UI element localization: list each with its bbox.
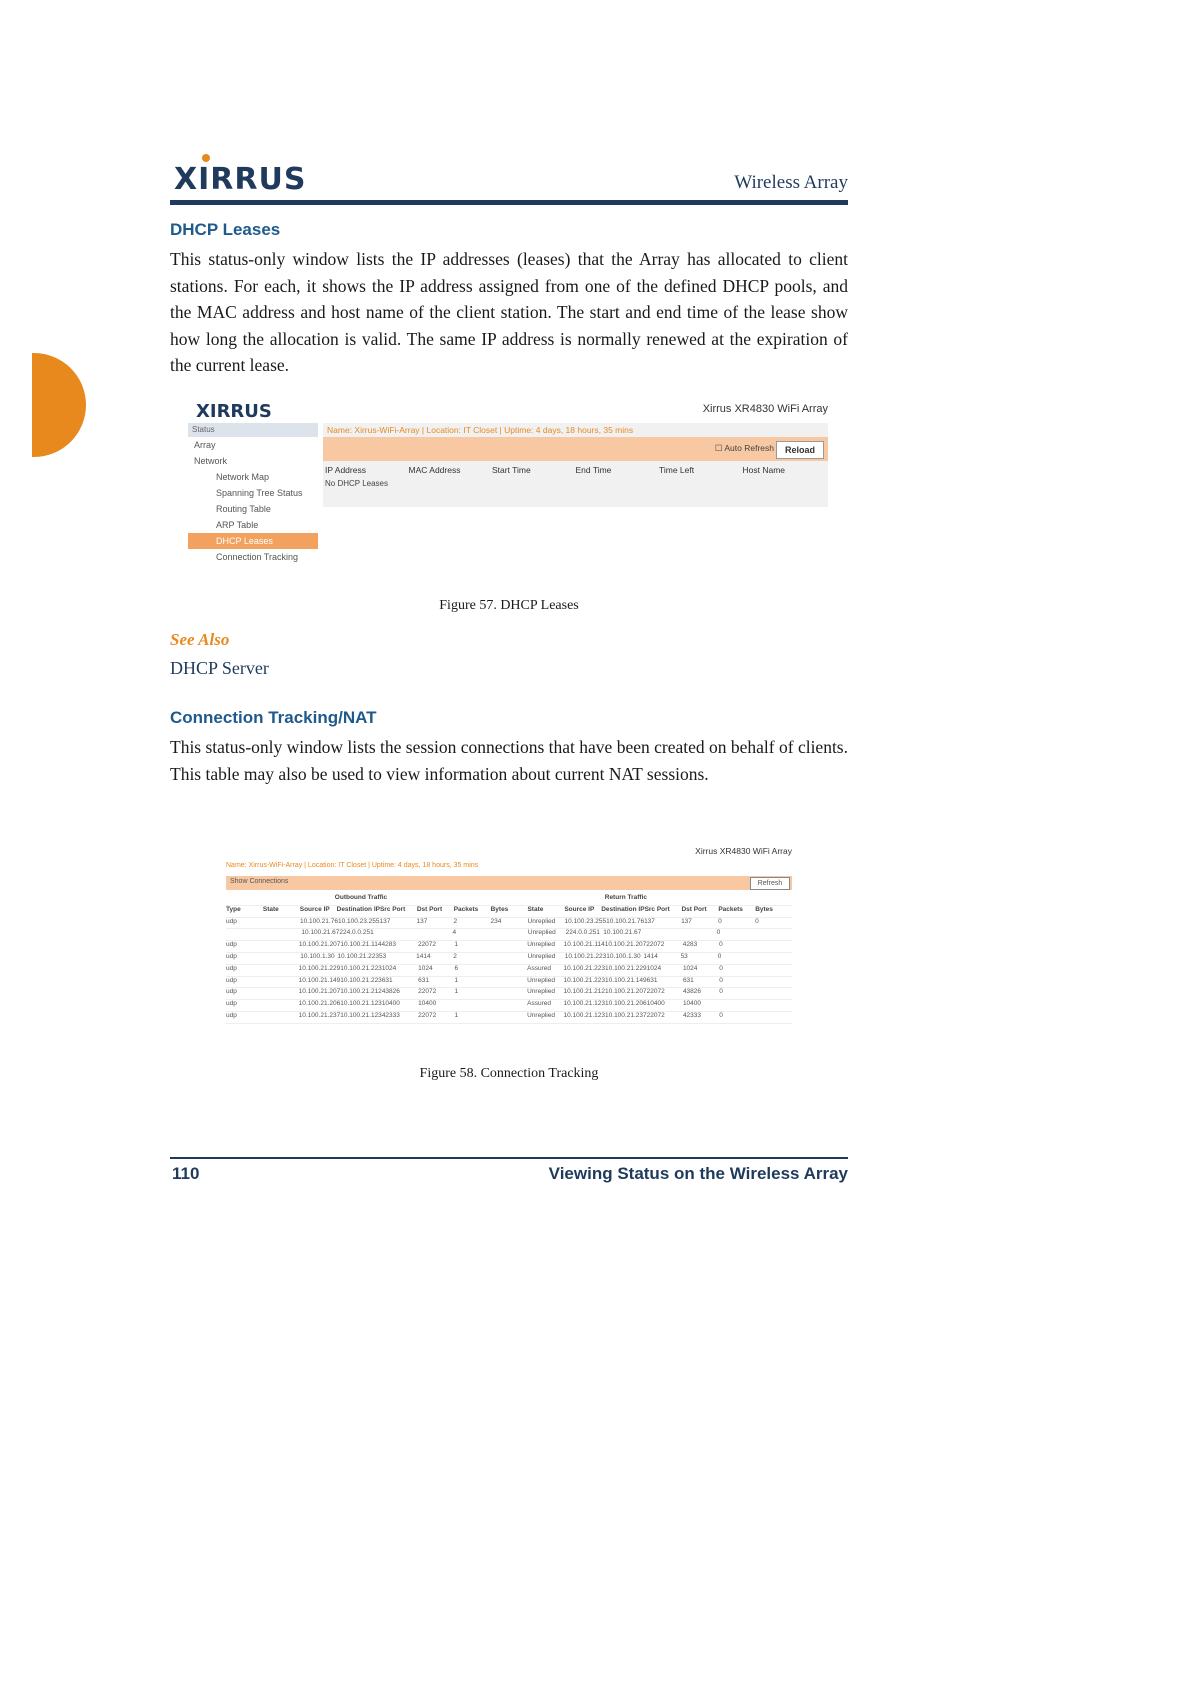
table-cell: Unreplied xyxy=(527,917,556,925)
column-header[interactable]: State xyxy=(527,905,544,913)
column-header[interactable]: Packets xyxy=(718,905,743,913)
column-header[interactable]: Packets xyxy=(453,905,479,913)
column-header[interactable]: Destination IP xyxy=(601,905,645,913)
figure-57-caption: Figure 57. DHCP Leases xyxy=(439,598,579,613)
figure58-array-title: Xirrus XR4830 WiFi Array xyxy=(695,846,792,856)
table-cell: 1 xyxy=(454,976,459,984)
col-time-left[interactable]: Time Left xyxy=(659,465,695,475)
col-ip-address[interactable]: IP Address xyxy=(325,465,366,475)
table-cell: 53 xyxy=(379,952,387,960)
table-cell: 43826 xyxy=(381,988,400,996)
table-cell: udp xyxy=(226,941,237,949)
table-cell: Unreplied xyxy=(527,1011,555,1019)
table-cell: 224.0.0.251 xyxy=(565,929,600,937)
table-cell: 10.100.21.223 xyxy=(563,964,606,972)
table-cell: udp xyxy=(226,976,237,984)
footer-title: Viewing Status on the Wireless Array xyxy=(548,1164,848,1183)
table-cell: 10.100.21.67 xyxy=(301,929,340,937)
table-cell: 0 xyxy=(719,988,723,996)
table-cell: 10.100.21.223 xyxy=(340,976,382,984)
table-cell: udp xyxy=(226,988,237,996)
chapter-tab-marker xyxy=(32,353,86,457)
table-row xyxy=(226,918,792,930)
table-cell: 0 xyxy=(718,917,722,925)
table-cell: Assured xyxy=(527,964,551,972)
table-cell xyxy=(262,988,298,999)
table-cell xyxy=(756,988,792,999)
table-cell: 137 xyxy=(681,917,692,925)
table-cell: 1024 xyxy=(381,964,397,972)
table-cell xyxy=(756,941,792,952)
table-row xyxy=(226,988,792,1000)
table-cell: 1414 xyxy=(643,952,658,960)
col-host-name[interactable]: Host Name xyxy=(742,465,786,475)
column-header[interactable]: Dst Port xyxy=(416,905,443,913)
table-cell xyxy=(262,1000,298,1011)
connection-table xyxy=(226,894,792,1024)
table-cell xyxy=(454,1000,490,1011)
table-cell: 4283 xyxy=(381,941,396,949)
table-cell: Unreplied xyxy=(527,929,556,937)
sidebar-item-routing-table[interactable]: Routing Table xyxy=(216,504,271,514)
table-cell xyxy=(415,929,453,940)
table-cell xyxy=(491,988,527,999)
xirrus-logo: XIRRUS xyxy=(174,162,307,197)
table-cell: 1024 xyxy=(646,964,662,972)
refresh-button[interactable]: Refresh xyxy=(750,877,790,890)
column-header[interactable]: State xyxy=(262,905,279,913)
table-cell: Unreplied xyxy=(527,941,556,949)
return-traffic-group: Return Traffic xyxy=(604,894,648,901)
table-cell xyxy=(491,941,527,952)
group-header-row xyxy=(226,894,792,906)
table-cell xyxy=(756,1000,792,1011)
table-cell: 6 xyxy=(454,964,459,972)
footer-rule xyxy=(170,1157,848,1159)
table-cell: 10.100.21.114 xyxy=(563,941,605,949)
table-cell: 53 xyxy=(680,952,688,960)
column-header[interactable]: Bytes xyxy=(755,905,773,913)
table-cell: 2 xyxy=(453,952,457,960)
table-cell xyxy=(754,929,792,940)
table-cell: 10.100.21.223 xyxy=(340,964,382,972)
table-cell: 137 xyxy=(379,917,391,925)
figure-connection-tracking xyxy=(226,846,792,1046)
table-cell: 10.100.21.67 xyxy=(603,929,642,937)
table-cell: Assured xyxy=(527,1000,551,1008)
table-cell: 10.100.21.207 xyxy=(298,941,341,949)
table-cell: 10.100.21.229 xyxy=(298,964,341,972)
header-rule xyxy=(170,200,848,205)
table-cell: 10400 xyxy=(381,1000,400,1008)
table-cell: 0 xyxy=(719,976,723,984)
table-header-row xyxy=(226,906,792,918)
table-cell: udp xyxy=(226,1011,237,1019)
column-header[interactable]: Src Port xyxy=(644,905,670,913)
page-number: 110 xyxy=(172,1164,200,1183)
table-row xyxy=(226,965,792,977)
table-cell: 10.100.21.223 xyxy=(563,976,606,984)
sidebar-head: Status xyxy=(188,423,318,437)
section-heading-dhcp-leases: DHCP Leases xyxy=(170,220,281,239)
table-cell xyxy=(226,929,264,940)
table-cell: 10.100.21.123 xyxy=(340,1000,382,1008)
table-cell: 0 xyxy=(755,917,759,925)
table-cell: 0 xyxy=(719,1011,723,1019)
table-cell xyxy=(263,953,300,964)
sidebar-item-network-map[interactable]: Network Map xyxy=(216,472,270,482)
table-cell: 631 xyxy=(381,976,393,984)
figure-dhcp-leases xyxy=(188,393,828,585)
figure-58-caption: Figure 58. Connection Tracking xyxy=(419,1066,599,1081)
table-cell: Unreplied xyxy=(527,952,556,960)
figure58-info-bar: Name: Xirrus-WiFi-Array | Location: IT Closet | Uptime: 4 days, 18 hours, 35 mins xyxy=(226,862,479,869)
sidebar-item-array[interactable]: Array xyxy=(194,440,216,450)
table-cell: 137 xyxy=(416,917,428,925)
table-cell: 10400 xyxy=(682,1000,702,1008)
table-cell: 2 xyxy=(453,917,458,925)
table-cell: 10.100.21.123 xyxy=(563,1011,606,1019)
table-cell xyxy=(719,1000,755,1011)
sidebar-item-network[interactable]: Network xyxy=(194,456,228,466)
table-cell: Unreplied xyxy=(527,988,555,996)
table-cell: 10.100.23.255 xyxy=(564,917,607,925)
leases-panel xyxy=(323,423,828,507)
table-cell xyxy=(491,1000,527,1011)
table-cell: 10.100.21.212 xyxy=(340,988,382,996)
column-header[interactable]: Type xyxy=(226,905,241,913)
table-cell xyxy=(262,965,298,976)
logo-dot xyxy=(202,154,210,162)
table-cell: 10.100.21.76 xyxy=(300,917,338,925)
col-mac-address[interactable]: MAC Address xyxy=(408,465,461,475)
table-cell: 1414 xyxy=(416,952,431,960)
table-cell xyxy=(377,929,415,940)
table-cell: 42333 xyxy=(381,1011,400,1019)
table-cell xyxy=(755,953,792,964)
sidebar-item-dhcp-leases[interactable]: DHCP Leases xyxy=(188,533,318,549)
show-connections-label[interactable]: Show Connections xyxy=(230,878,289,885)
table-cell xyxy=(756,965,792,976)
table-cell: 10.100.21.149 xyxy=(298,976,341,984)
section-heading-connection-tracking: Connection Tracking/NAT xyxy=(170,708,377,727)
reload-button[interactable]: Reload xyxy=(776,441,824,459)
table-cell: 4283 xyxy=(682,941,698,949)
sidebar-item-arp-table[interactable]: ARP Table xyxy=(216,520,259,530)
table-row xyxy=(226,977,792,989)
table-cell: 10.100.21.76 xyxy=(606,917,645,925)
figure-logo: XIRRUS xyxy=(196,401,272,422)
table-cell: 10.100.23.255 xyxy=(337,917,380,925)
col-start-time[interactable]: Start Time xyxy=(492,465,531,475)
table-cell xyxy=(262,941,298,952)
table-row xyxy=(226,1012,792,1024)
table-cell: 1 xyxy=(454,941,458,949)
table-cell: 22072 xyxy=(646,988,665,996)
table-cell xyxy=(679,929,717,940)
table-cell: 22072 xyxy=(646,1011,665,1019)
table-cell: 22072 xyxy=(418,1011,437,1019)
table-cell: 10.100.1.30 xyxy=(606,952,641,960)
table-row xyxy=(226,953,792,965)
table-cell xyxy=(756,1012,792,1023)
auto-refresh-checkbox[interactable]: ☐ Auto Refresh xyxy=(714,443,774,453)
toolbar xyxy=(323,437,828,461)
table-cell: 1 xyxy=(454,1011,459,1019)
column-header[interactable]: Destination IP xyxy=(336,905,380,913)
table-cell: 0 xyxy=(719,964,723,972)
array-info-bar: Name: Xirrus-WiFi-Array | Location: IT Closet | Uptime: 4 days, 18 hours, 35 mins xyxy=(323,423,828,437)
sidebar-nav xyxy=(188,423,318,583)
table-cell: 10400 xyxy=(646,1000,665,1008)
table-cell: 22072 xyxy=(417,941,437,949)
table-cell: 10.100.21.149 xyxy=(605,976,647,984)
table-cell: 10.100.21.237 xyxy=(605,1011,647,1019)
sidebar-item-connection-tracking[interactable]: Connection Tracking xyxy=(216,552,299,562)
table-cell xyxy=(491,965,527,976)
table-cell xyxy=(490,953,527,964)
table-cell: 10.100.21.207 xyxy=(605,988,647,996)
table-cell: Unreplied xyxy=(527,976,555,984)
table-cell: 10.100.21.123 xyxy=(563,1000,606,1008)
table-cell: udp xyxy=(226,952,237,960)
table-cell: 0 xyxy=(716,929,721,937)
table-row xyxy=(226,1000,792,1012)
table-cell xyxy=(262,1012,298,1023)
column-header[interactable]: Source IP xyxy=(564,905,595,913)
figure58-toolbar xyxy=(226,876,792,890)
table-cell: udp xyxy=(226,964,237,972)
table-cell: 10.100.21.223 xyxy=(564,952,607,960)
header-title: Wireless Array xyxy=(734,172,848,193)
table-row xyxy=(226,941,792,953)
table-cell xyxy=(491,1012,527,1023)
table-cell: 0 xyxy=(719,941,723,949)
table-cell: 631 xyxy=(682,976,694,984)
dhcp-server-link[interactable]: DHCP Server xyxy=(170,658,269,678)
table-cell: 22072 xyxy=(418,988,437,996)
table-row xyxy=(226,929,792,941)
table-cell: 10400 xyxy=(418,1000,437,1008)
table-cell: 10.100.21.212 xyxy=(563,988,606,996)
table-cell: 10.100.21.206 xyxy=(298,1000,341,1008)
figure-array-title: Xirrus XR4830 WiFi Array xyxy=(702,403,828,415)
table-cell: 1024 xyxy=(682,964,698,972)
table-cell: 10.100.21.223 xyxy=(337,952,379,960)
table-cell: 1 xyxy=(454,988,459,996)
table-cell: 631 xyxy=(646,976,658,984)
see-also-label: See Also xyxy=(170,630,230,649)
table-cell: 0 xyxy=(717,952,722,960)
column-header[interactable]: Bytes xyxy=(490,905,509,913)
table-cell: 224.0.0.251 xyxy=(339,929,374,937)
column-header[interactable]: Src Port xyxy=(379,905,406,913)
table-cell: 10.100.21.123 xyxy=(340,1011,382,1019)
table-cell: 42333 xyxy=(682,1011,702,1019)
table-cell xyxy=(263,918,300,929)
table-cell: 4 xyxy=(452,929,457,937)
table-cell: 10.100.21.206 xyxy=(605,1000,647,1008)
col-end-time[interactable]: End Time xyxy=(575,465,612,475)
table-cell: 43826 xyxy=(682,988,702,996)
column-header[interactable]: Dst Port xyxy=(681,905,707,913)
sidebar-item-spanning-tree[interactable]: Spanning Tree Status xyxy=(216,488,303,498)
connection-tracking-paragraph: This status-only window lists the session connections that have been created on behalf of clients. This table may also be used to view information about current NAT sessions. xyxy=(170,737,848,784)
table-cell xyxy=(756,977,792,988)
page-header xyxy=(170,148,848,206)
table-cell: 10.100.21.229 xyxy=(605,964,647,972)
outbound-traffic-group: Outbound Traffic xyxy=(334,894,388,901)
table-cell: 137 xyxy=(644,917,655,925)
table-cell: 10.100.21.207 xyxy=(604,941,647,949)
column-header[interactable]: Source IP xyxy=(299,905,330,913)
table-cell: 631 xyxy=(418,976,429,984)
table-cell xyxy=(491,977,527,988)
table-cell xyxy=(641,929,679,940)
dhcp-leases-paragraph: This status-only window lists the IP addresses (leases) that the Array has allocated to client stations. For each, it shows the IP address assigned from one of the defined DHCP pools, and the MAC address and host name of the client station. The start and end time of the lease show how long the allocation is valid. The same IP address is normally renewed at the expiration of the current lease. xyxy=(170,249,848,375)
table-cell xyxy=(262,977,298,988)
table-cell: 10.100.21.114 xyxy=(340,941,382,949)
table-cell: 22072 xyxy=(646,941,665,949)
table-cell: 234 xyxy=(490,917,502,925)
table-cell: 1024 xyxy=(418,964,433,972)
empty-table-text: No DHCP Leases xyxy=(325,479,388,488)
table-cell: 10.100.1.30 xyxy=(300,952,335,960)
table-cell: 10.100.21.207 xyxy=(298,988,341,996)
table-cell xyxy=(490,929,528,940)
table-cell: udp xyxy=(226,1000,237,1008)
table-cell: udp xyxy=(226,917,237,925)
table-cell: 10.100.21.237 xyxy=(298,1011,341,1019)
auto-refresh-label: Auto Refresh xyxy=(724,443,774,453)
table-header xyxy=(323,461,828,479)
table-cell xyxy=(264,929,302,940)
